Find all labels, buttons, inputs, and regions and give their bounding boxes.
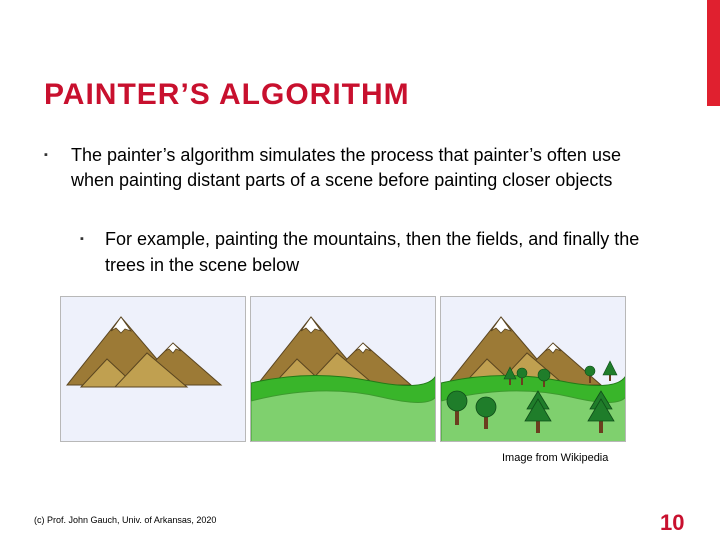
figure-panel-trees: [440, 296, 626, 442]
accent-bar: [707, 0, 720, 106]
bullet-text: The painter’s algorithm simulates the process that painter’s often use when painting distant parts of a scene before painting closer objects: [71, 145, 621, 190]
sub-bullet-text: For example, painting the mountains, then the fields, and finally the trees in the scene below: [105, 229, 640, 275]
page-number: 10: [660, 510, 685, 535]
slide-footer: (c) Prof. John Gauch, Univ. of Arkansas, 2020: [34, 515, 217, 525]
fields-illustration: [251, 297, 436, 442]
bullet-square-icon: ▪: [80, 233, 84, 245]
mountains-illustration: [61, 297, 246, 442]
slide-title: PAINTER’S ALGORITHM: [44, 78, 410, 111]
bullet-square-icon: ▪: [44, 149, 48, 161]
trees-illustration: [441, 297, 626, 442]
figure-panel-mountains: [60, 296, 246, 442]
painters-algorithm-figure: [60, 296, 626, 442]
figure-caption: Image from Wikipedia: [502, 452, 609, 464]
figure-panel-fields: [250, 296, 436, 442]
